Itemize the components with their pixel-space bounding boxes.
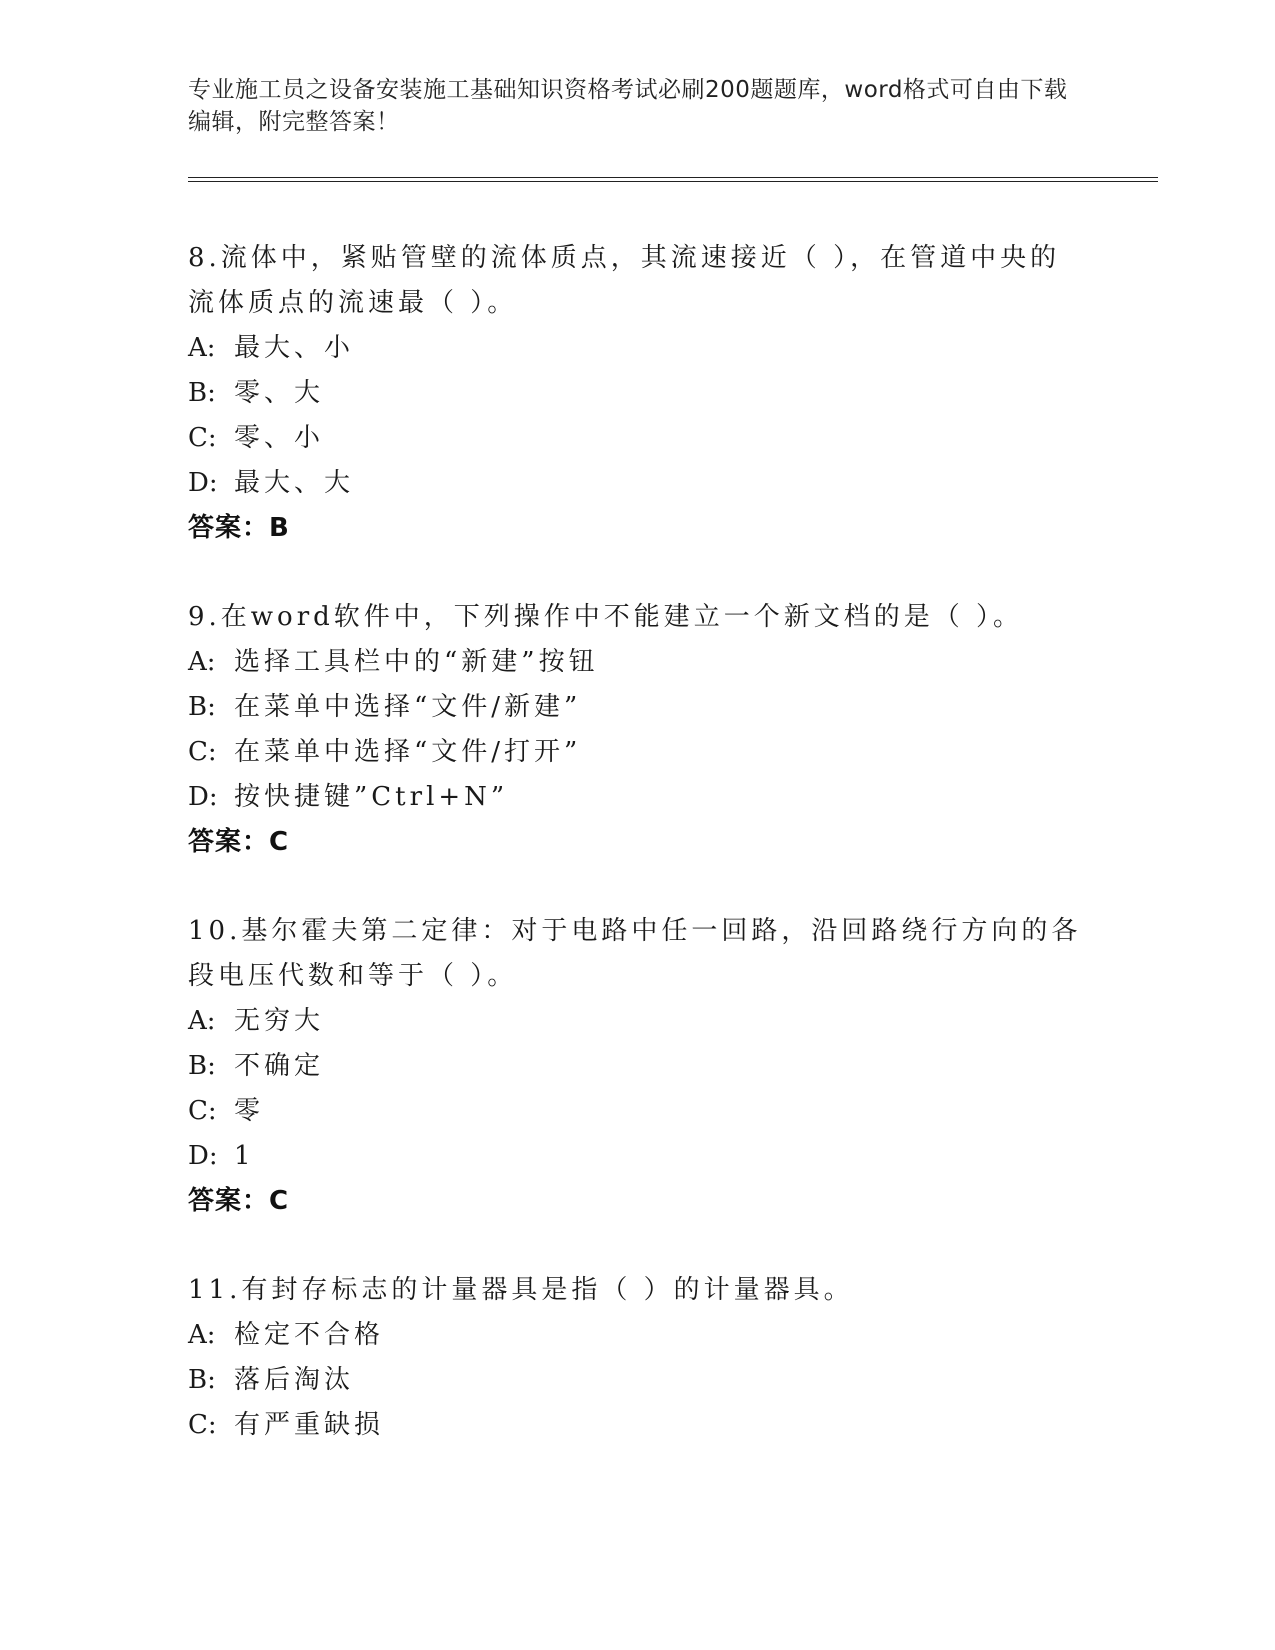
answer-line: 答案：C xyxy=(188,827,290,857)
option-key: D: xyxy=(188,1141,218,1171)
option-a xyxy=(188,999,1088,1044)
page-header: 专业施工员之设备安装施工基础知识资格考试必刷200题题库，word格式可自由下载编辑，附完整答案！ xyxy=(188,77,1068,135)
option-key: D: xyxy=(188,468,218,498)
option-key: C: xyxy=(188,423,217,453)
answer-line: 答案：C xyxy=(188,1186,290,1216)
option-c xyxy=(188,1089,1088,1134)
option-a xyxy=(188,326,1088,371)
option-c xyxy=(188,730,1088,775)
option-key: B: xyxy=(188,1365,216,1395)
option-d xyxy=(188,775,1088,820)
option-key: B: xyxy=(188,692,216,722)
option-text: 零、小 xyxy=(234,423,325,453)
option-b xyxy=(188,1044,1088,1089)
option-key: A: xyxy=(188,1006,216,1036)
option-key: C: xyxy=(188,1096,217,1126)
question-8 xyxy=(188,236,1088,551)
question-stem: 9.在word软件中，下列操作中不能建立一个新文档的是（ ）。 xyxy=(188,602,1024,632)
option-text: 在菜单中选择“文件/新建” xyxy=(234,692,582,722)
answer-line: 答案：B xyxy=(188,513,290,543)
option-text: 最大、大 xyxy=(234,468,355,498)
option-c xyxy=(188,1403,1088,1448)
option-text: 1 xyxy=(234,1141,255,1171)
question-stem: 8.流体中，紧贴管壁的流体质点，其流速接近（ ），在管道中央的流体质点的流速最（ ）。 xyxy=(188,243,1061,318)
question-stem: 11.有封存标志的计量器具是指（ ）的计量器具。 xyxy=(188,1275,854,1305)
header-double-rule xyxy=(188,177,1158,182)
option-text: 检定不合格 xyxy=(234,1320,385,1350)
option-text: 不确定 xyxy=(234,1051,325,1081)
option-key: A: xyxy=(188,647,216,677)
option-text: 在菜单中选择“文件/打开” xyxy=(234,737,582,767)
option-text: 零、大 xyxy=(234,378,325,408)
option-c xyxy=(188,416,1088,461)
question-stem: 10.基尔霍夫第二定律：对于电路中任一回路，沿回路绕行方向的各段电压代数和等于（ ）。 xyxy=(188,916,1082,991)
option-d xyxy=(188,461,1088,506)
option-b xyxy=(188,1358,1088,1403)
option-a xyxy=(188,1313,1088,1358)
option-text: 按快捷键”Ctrl+N” xyxy=(234,782,509,812)
option-a xyxy=(188,640,1088,685)
question-11 xyxy=(188,1268,1088,1448)
option-b xyxy=(188,371,1088,416)
option-key: A: xyxy=(188,333,216,363)
question-9 xyxy=(188,595,1088,865)
option-key: C: xyxy=(188,737,217,767)
question-list xyxy=(188,236,1088,1492)
option-key: C: xyxy=(188,1410,217,1440)
option-key: D: xyxy=(188,782,218,812)
option-text: 有严重缺损 xyxy=(234,1410,385,1440)
option-key: B: xyxy=(188,378,216,408)
option-key: A: xyxy=(188,1320,216,1350)
option-text: 零 xyxy=(234,1096,265,1126)
option-text: 无穷大 xyxy=(234,1006,325,1036)
option-b xyxy=(188,685,1088,730)
question-10 xyxy=(188,909,1088,1224)
option-key: B: xyxy=(188,1051,216,1081)
option-text: 最大、小 xyxy=(234,333,355,363)
option-text: 选择工具栏中的“新建”按钮 xyxy=(234,647,599,677)
option-d xyxy=(188,1134,1088,1179)
option-text: 落后淘汰 xyxy=(234,1365,355,1395)
